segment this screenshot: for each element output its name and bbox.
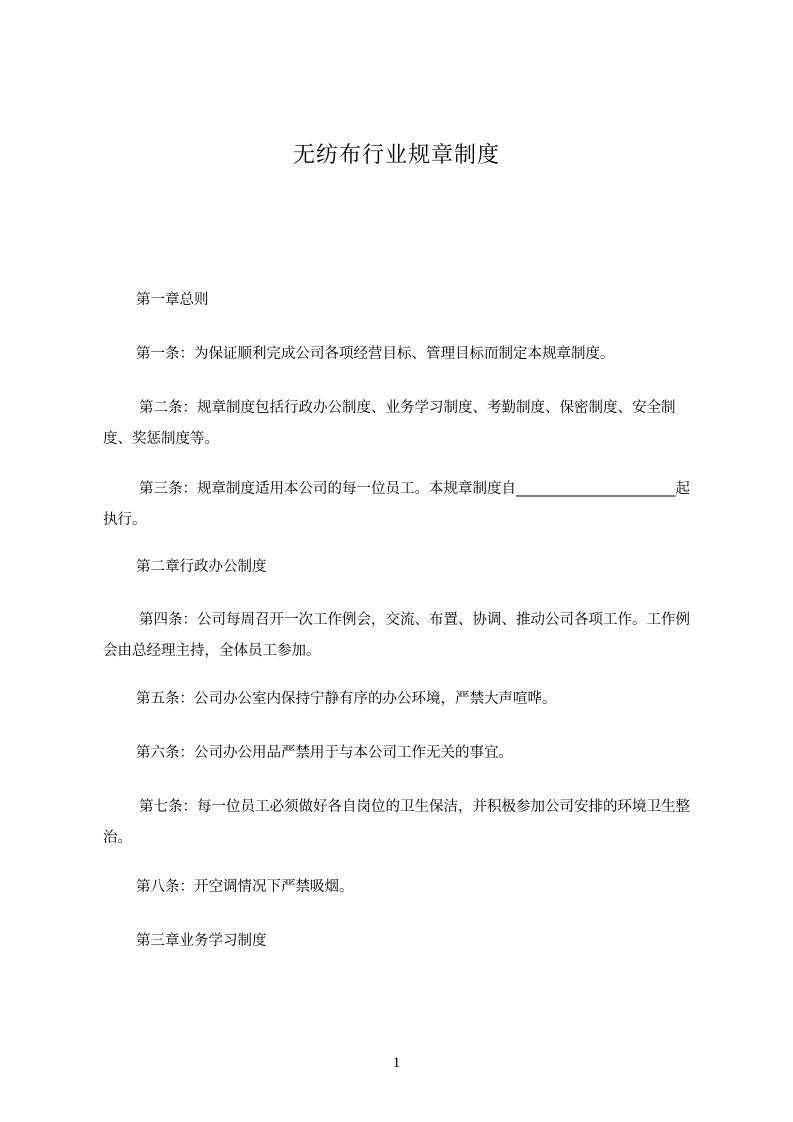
article-paragraph: 第六条：公司办公用品严禁用于与本公司工作无关的事宜。 [136, 745, 513, 761]
chapter-heading: 第三章业务学习制度 [136, 933, 267, 949]
document-title: 无纺布行业规章制度 [292, 143, 500, 168]
chapter-heading: 第二章行政办公制度 [136, 559, 267, 575]
article-paragraph: 第七条：每一位员工必须做好各自岗位的卫生保洁，并积极参加公司安排的环境卫生整治。 [103, 799, 690, 846]
article-paragraph: 第二条：规章制度包括行政办公制度、业务学习制度、考勤制度、保密制度、安全制度、奖惩制度等。 [103, 400, 676, 447]
article-paragraph: 第一条：为保证顺利完成公司各项经营目标、管理目标而制定本规章制度。 [136, 346, 615, 362]
article-paragraph: 第八条：开空调情况下严禁吸烟。 [136, 879, 354, 895]
article-paragraph: 第四条：公司每周召开一次工作例会，交流、布置、协调、推动公司各项工作。工作例会由总经理主持，全体员工参加。 [103, 612, 690, 659]
article-paragraph: 第五条：公司办公室内保持宁静有序的办公环境，严禁大声喧哗。 [136, 691, 557, 707]
page-number: 1 [392, 1055, 401, 1071]
article-paragraph: 第三条：规章制度适用本公司的每一位员工。本规章制度自______________________起执行。 [103, 481, 690, 528]
chapter-heading: 第一章总则 [136, 292, 209, 308]
